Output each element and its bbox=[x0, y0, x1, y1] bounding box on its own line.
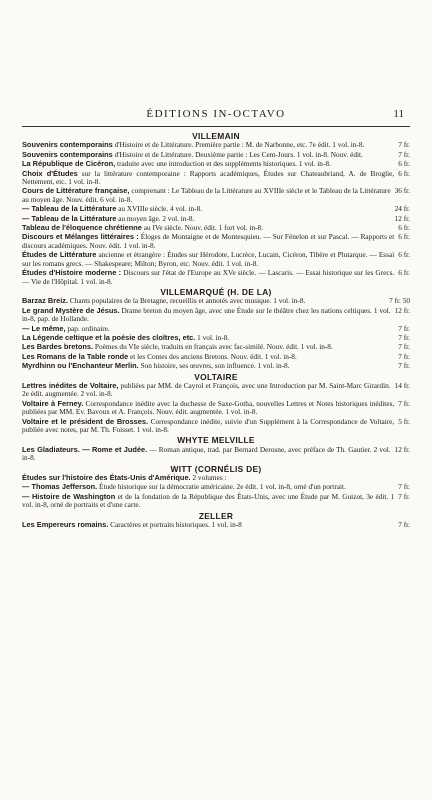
book-price: 7 fr. bbox=[398, 342, 410, 352]
book-entry bbox=[22, 170, 410, 187]
book-title: — Histoire de Washington bbox=[22, 491, 116, 501]
book-entry bbox=[22, 187, 410, 204]
book-price: 14 fr. bbox=[394, 380, 410, 390]
book-entry bbox=[22, 353, 410, 361]
book-price: 7 fr. bbox=[398, 149, 410, 159]
book-entry bbox=[22, 233, 410, 250]
book-description: au XVIIIe siècle. 4 vol. in-8. bbox=[118, 204, 203, 214]
book-price: 7 fr. bbox=[398, 482, 410, 492]
book-price: 6 fr. bbox=[398, 223, 410, 233]
book-price: 7 fr. 50 bbox=[389, 296, 410, 306]
author-heading: ZELLER bbox=[198, 510, 234, 521]
book-entry bbox=[22, 446, 410, 463]
book-entry bbox=[22, 334, 410, 342]
book-title: Voltaire à Ferney. bbox=[22, 398, 84, 408]
book-description: publiées par MM. de Cayrol et François, avec une Introduction par M. Saint-Marc Girardin. 2e édit. augmentée. 2 vol. in-8. bbox=[22, 380, 391, 399]
book-entry bbox=[22, 418, 410, 435]
book-title: Cours de Littérature française, bbox=[22, 186, 130, 196]
book-description: Drame breton du moyen âge, avec une Étude sur le théâtre chez les nations celtiques. 1 vol. in-8, pap. de Hollande. bbox=[22, 305, 391, 324]
book-description: 2 volumes : bbox=[192, 473, 227, 483]
book-title: La République de Cicéron, bbox=[22, 159, 116, 169]
book-entry bbox=[22, 251, 410, 268]
book-entry bbox=[22, 215, 410, 223]
book-entry bbox=[22, 205, 410, 213]
book-entry bbox=[22, 362, 410, 370]
author-heading: WITT (CORNÉLIS DE) bbox=[170, 463, 262, 474]
book-price: 24 fr. bbox=[394, 204, 410, 214]
book-entry bbox=[22, 307, 410, 324]
book-price: 12 fr. bbox=[394, 305, 410, 315]
book-price: 7 fr. bbox=[398, 361, 410, 371]
book-entry bbox=[22, 297, 410, 305]
book-description: comprenant : Le Tableau de la Littérature au XVIIIe siècle et le Tableau de la Littérature au moyen âge. Nouv. édit. 6 vol. in-8. bbox=[22, 186, 391, 204]
book-entry bbox=[22, 400, 410, 417]
book-price: 6 fr. bbox=[398, 250, 410, 260]
book-description: d'Histoire et de Littérature. Deuxième partie : Les Cent-Jours. 1 vol. in-8. Nouv. édit. bbox=[114, 149, 363, 159]
book-price: 7 fr. bbox=[398, 491, 410, 501]
book-entry bbox=[22, 151, 410, 159]
book-price: 6 fr. bbox=[398, 232, 410, 242]
book-title: — Tableau de la Littérature bbox=[22, 213, 117, 223]
book-title: Discours et Mélanges littéraires : bbox=[22, 232, 139, 242]
book-price: 6 fr. bbox=[398, 159, 410, 169]
book-title: La Légende celtique et la poésie des cloîtres, etc. bbox=[22, 332, 196, 342]
book-entry bbox=[22, 160, 410, 168]
header-rule bbox=[22, 126, 410, 127]
book-price: 7 fr. bbox=[398, 520, 410, 530]
book-description: Caractères et portraits historiques. 1 vol. in-8 bbox=[110, 520, 242, 530]
book-title: Les Empereurs romains. bbox=[22, 520, 109, 530]
book-price: 7 fr. bbox=[398, 398, 410, 408]
book-description: au IVe siècle. Nouv. édit. 1 fort vol. in-8. bbox=[143, 223, 264, 233]
book-description: Son histoire, ses œuvres, son influence. 1 vol. in-8. bbox=[140, 361, 290, 371]
book-title: — Le même, bbox=[22, 323, 66, 333]
catalog-content bbox=[22, 130, 410, 530]
book-price: 7 fr. bbox=[398, 323, 410, 333]
book-title: — Thomas Jefferson. bbox=[22, 482, 98, 492]
book-price: 7 fr. bbox=[398, 332, 410, 342]
book-title: Voltaire et le président de Brosses. bbox=[22, 416, 149, 426]
page-header-title: ÉDITIONS IN-OCTAVO bbox=[146, 108, 286, 120]
book-price: 6 fr. bbox=[398, 268, 410, 278]
book-title: Les Gladiateurs. — Rome et Judée. bbox=[22, 444, 148, 454]
book-description: ancienne et étrangère : Études sur Hérodote, Lucrèce, Lucain, Cicéron, Tibère et Plutarque. — Essai sur les romans grecs. — Shakespeare; Milton; Byron, etc. Nouv. édit. 1 vol. in-8. bbox=[22, 250, 395, 268]
book-entry bbox=[22, 141, 410, 149]
book-description: au moyen âge. 2 vol. in-8. bbox=[118, 213, 195, 223]
book-title: Myrdhinn ou l'Enchanteur Merlin. bbox=[22, 361, 139, 371]
book-entry bbox=[22, 343, 410, 351]
book-price: 5 fr. bbox=[398, 416, 410, 426]
book-entry bbox=[22, 325, 410, 333]
book-description: Discours sur l'état de l'Europe au XVe siècle. — Lascaris. — Essai historique sur les Grecs. — Vie de l'Hôpital. 1 vol. in-8. bbox=[22, 268, 395, 286]
book-description: et les Contes des anciens Bretons. Nouv. édit. 1 vol. in-8. bbox=[130, 351, 297, 361]
book-title: Souvenirs contemporains bbox=[22, 149, 113, 159]
book-description: pap. ordinaire. bbox=[67, 323, 110, 333]
book-title: Les Romans de la Table ronde bbox=[22, 351, 129, 361]
book-description: Étude historique sur la démocratie américaine. 2e édit. 1 vol. in-8, orné d'un portrait. bbox=[98, 482, 346, 492]
book-entry bbox=[22, 269, 410, 286]
book-title: Tableau de l'éloquence chrétienne bbox=[22, 223, 142, 233]
book-price: 7 fr. bbox=[398, 351, 410, 361]
book-price: 12 fr. bbox=[394, 213, 410, 223]
book-title: Études de Littérature bbox=[22, 250, 97, 260]
book-description: Correspondance inédite avec la duchesse de Saxe-Gotha, nouvelles Lettres et Notes historiques inédites, publiées par MM. Ev. Bavoux et A. François. Nouv. édit. augmentée. 1 vol. in-8. bbox=[22, 398, 395, 417]
book-description: Correspondance inédite, suivie d'un Supplément à la Correspondance de Voltaire, publiée avec notes, par M. Th. Foisset. 1 vol. in-8. bbox=[22, 416, 395, 434]
book-title: Lettres inédites de Voltaire, bbox=[22, 380, 119, 390]
book-title: Le grand Mystère de Jésus. bbox=[22, 305, 120, 315]
book-price: 7 fr. bbox=[398, 140, 410, 150]
book-entry bbox=[22, 521, 410, 529]
book-entry bbox=[22, 483, 410, 491]
book-title: Études d'Histoire moderne : bbox=[22, 268, 122, 278]
author-heading: WHYTE MELVILLE bbox=[177, 435, 255, 446]
book-description: — Roman antique, trad. par Bernard Derosne, avec préface de Th. Gautier. 2 vol. in-8. bbox=[22, 444, 391, 463]
author-heading: VOLTAIRE bbox=[194, 371, 238, 382]
book-price: 12 fr. bbox=[394, 444, 410, 454]
book-title: Choix d'Études bbox=[22, 168, 78, 178]
book-description: Éloges de Montaigne et de Montesquieu. — Sur Fénelon et sur Pascal. — Rapports et discours académiques. Nouv. édit. 1 vol. in-8. bbox=[22, 232, 395, 250]
book-entry bbox=[22, 493, 410, 510]
book-title: Barzaz Breiz. bbox=[22, 296, 69, 306]
book-description: traduite avec une introduction et des suppléments historiques. 1 vol. in-8. bbox=[117, 159, 331, 169]
book-title: Études sur l'histoire des États-Unis d'Amérique. bbox=[22, 473, 191, 483]
book-description: et de la fondation de la République des États-Unis, avec une Étude par M. Guizot, 3e édit. 1 vol. in-8, orné de portraits et d'une carte. bbox=[22, 491, 395, 510]
book-description: 1 vol. in-8. bbox=[197, 332, 230, 342]
author-heading: VILLEMARQUÉ (H. DE LA) bbox=[160, 286, 272, 297]
book-title: Les Bardes bretons. bbox=[22, 342, 94, 352]
book-description: sur la littérature contemporaine : Rapports académiques, Études sur Chateaubriand, A. de Broglie, Nettement, etc. 1 vol. in-8. bbox=[22, 168, 395, 187]
book-description: Poèmes du VIe siècle, traduits en français avec fac-similé. Nouv. édit. 1 vol. in-8. bbox=[94, 342, 333, 352]
book-price: 36 fr. bbox=[394, 186, 410, 196]
book-title: Souvenirs contemporains bbox=[22, 140, 113, 150]
book-price: 6 fr. bbox=[398, 168, 410, 178]
book-description: d'Histoire et de Littérature. Première partie : M. de Narbonne, etc. 7e édit. 1 vol. in-8. bbox=[114, 140, 365, 150]
author-heading: VILLEMAIN bbox=[192, 131, 240, 141]
book-title: — Tableau de la Littérature bbox=[22, 204, 117, 214]
book-description: Chants populaires de la Bretagne, recueillis et annotés avec musique. 1 vol. in-8. bbox=[69, 296, 306, 306]
book-entry bbox=[22, 382, 410, 399]
page-number: 11 bbox=[393, 108, 404, 120]
